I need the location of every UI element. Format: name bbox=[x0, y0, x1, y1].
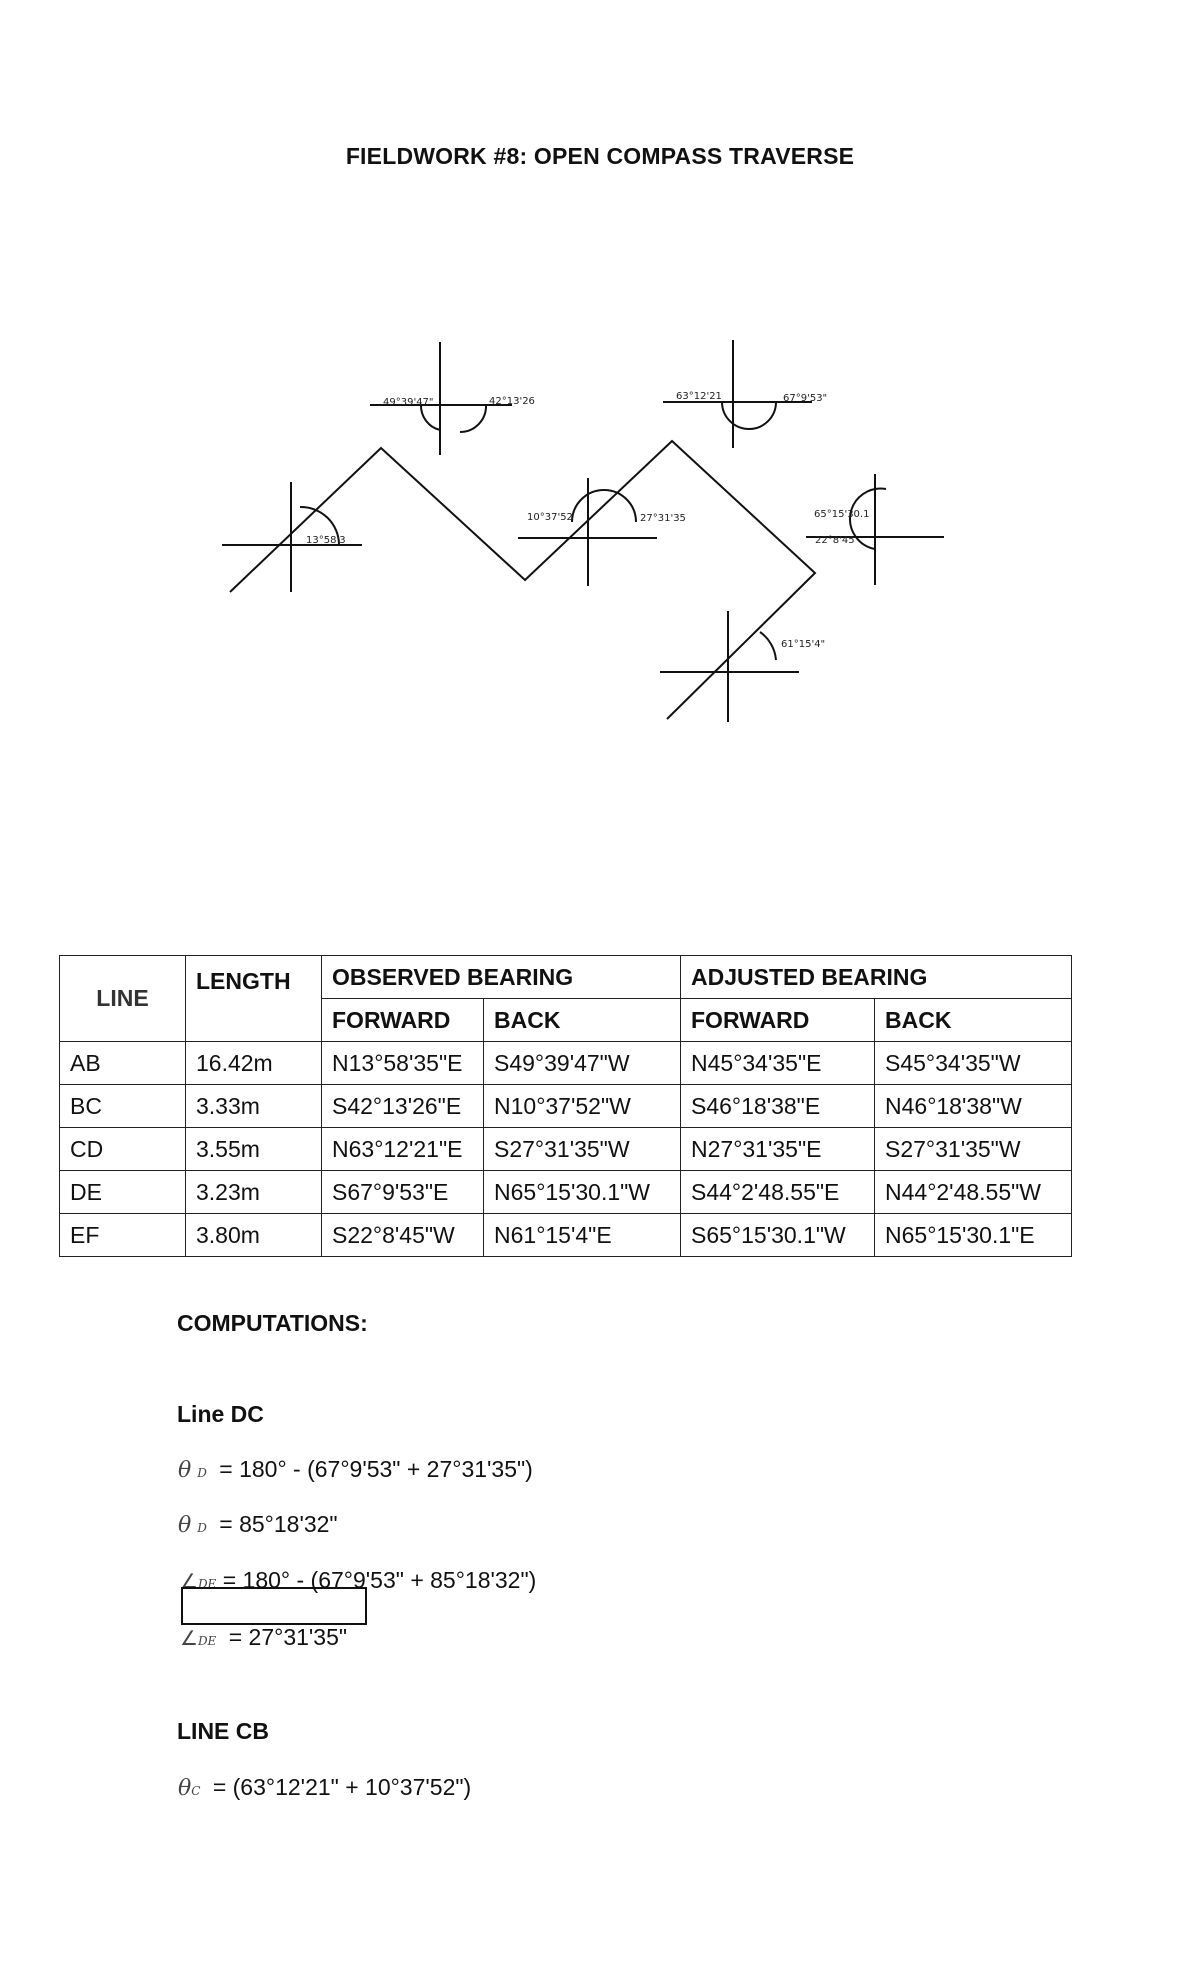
header-adjusted-bearing: ADJUSTED BEARING bbox=[681, 956, 1072, 999]
cell-observed-forward: N63°12'21"E bbox=[322, 1128, 484, 1171]
angle-symbol: ∠ bbox=[180, 1626, 198, 1650]
table-row bbox=[60, 1042, 1072, 1085]
table-row bbox=[60, 1128, 1072, 1171]
table-row bbox=[60, 1214, 1072, 1257]
page-title: FIELDWORK #8: OPEN COMPASS TRAVERSE bbox=[345, 143, 855, 169]
cell-observed-back: N61°15'4"E bbox=[484, 1214, 681, 1257]
station-c-label-right: 27°31'35 bbox=[640, 513, 686, 524]
dc-equation-4 bbox=[180, 1624, 347, 1651]
cell-length: 3.80m bbox=[186, 1214, 322, 1257]
table-row bbox=[60, 1171, 1072, 1214]
cell-line: BC bbox=[60, 1085, 186, 1128]
cell-line: CD bbox=[60, 1128, 186, 1171]
highlight-box bbox=[181, 1587, 367, 1625]
subscript-de: DE bbox=[197, 1577, 217, 1591]
traverse-diagram bbox=[0, 300, 1200, 740]
dc-equation-3-text: = 180° - (67°9'53" + 85°18'32") bbox=[222, 1567, 537, 1593]
cell-observed-back: N65°15'30.1"W bbox=[484, 1171, 681, 1214]
theta-symbol: θ bbox=[178, 1458, 192, 1483]
station-b-arc-right bbox=[460, 405, 486, 432]
cell-observed-forward: N13°58'35"E bbox=[322, 1042, 484, 1085]
cell-line: AB bbox=[60, 1042, 186, 1085]
cb-equation-1-text: = (63°12'21" + 10°37'52") bbox=[212, 1774, 472, 1800]
dc-equation-1-text: = 180° - (67°9'53" + 27°31'35") bbox=[219, 1456, 533, 1482]
table-header-row bbox=[60, 956, 1072, 999]
cell-adjusted-back: N44°2'48.55"W bbox=[875, 1171, 1072, 1214]
cb-equation-1 bbox=[178, 1774, 471, 1801]
cell-adjusted-back: N46°18'38"W bbox=[875, 1085, 1072, 1128]
cell-adjusted-back: N65°15'30.1"E bbox=[875, 1214, 1072, 1257]
cell-adjusted-back: S27°31'35"W bbox=[875, 1128, 1072, 1171]
dc-equation-1 bbox=[178, 1456, 533, 1483]
line-dc-heading: Line DC bbox=[177, 1401, 264, 1427]
cell-length: 3.23m bbox=[186, 1171, 322, 1214]
cell-adjusted-forward: N45°34'35"E bbox=[681, 1042, 875, 1085]
cell-observed-back: S49°39'47"W bbox=[484, 1042, 681, 1085]
subscript-c: C bbox=[191, 1784, 201, 1798]
station-e-label-bottom: 22°8'45 bbox=[815, 535, 855, 546]
cell-observed-forward: S22°8'45"W bbox=[322, 1214, 484, 1257]
cell-length: 16.42m bbox=[186, 1042, 322, 1085]
cell-adjusted-forward: S46°18'38"E bbox=[681, 1085, 875, 1128]
station-d-arc bbox=[722, 402, 776, 429]
station-b-arc-left bbox=[421, 405, 440, 430]
cell-adjusted-forward: N27°31'35"E bbox=[681, 1128, 875, 1171]
cell-line: EF bbox=[60, 1214, 186, 1257]
line-cb-heading: LINE CB bbox=[177, 1718, 269, 1744]
header-observed-back: BACK bbox=[484, 999, 681, 1042]
station-d-label-right: 67°9'53" bbox=[783, 393, 828, 404]
dc-equation-2 bbox=[178, 1511, 338, 1538]
header-line: LINE bbox=[60, 956, 186, 1042]
header-observed-forward: FORWARD bbox=[322, 999, 484, 1042]
header-adjusted-forward: FORWARD bbox=[681, 999, 875, 1042]
header-adjusted-back: BACK bbox=[875, 999, 1072, 1042]
angle-symbol: ∠ bbox=[180, 1569, 198, 1593]
theta-symbol: θ bbox=[178, 1776, 192, 1801]
computations-heading: COMPUTATIONS: bbox=[177, 1310, 368, 1336]
cell-observed-back: N10°37'52"W bbox=[484, 1085, 681, 1128]
header-observed-bearing: OBSERVED BEARING bbox=[322, 956, 681, 999]
cell-adjusted-back: S45°34'35"W bbox=[875, 1042, 1072, 1085]
subscript-de: DE bbox=[197, 1634, 217, 1648]
station-f-arc bbox=[760, 632, 776, 660]
station-f-label: 61°15'4" bbox=[781, 639, 826, 650]
subscript-d: D bbox=[197, 1466, 207, 1480]
cell-adjusted-forward: S65°15'30.1"W bbox=[681, 1214, 875, 1257]
station-b-label-left: 49°39'47" bbox=[383, 397, 434, 408]
cell-observed-forward: S67°9'53"E bbox=[322, 1171, 484, 1214]
cell-adjusted-forward: S44°2'48.55"E bbox=[681, 1171, 875, 1214]
header-length: LENGTH bbox=[186, 956, 322, 1042]
cell-length: 3.33m bbox=[186, 1085, 322, 1128]
cell-line: DE bbox=[60, 1171, 186, 1214]
dc-equation-2-text: = 85°18'32" bbox=[219, 1511, 338, 1537]
subscript-d: D bbox=[197, 1521, 207, 1535]
cell-observed-back: S27°31'35"W bbox=[484, 1128, 681, 1171]
theta-symbol: θ bbox=[178, 1513, 192, 1538]
dc-equation-4-text: = 27°31'35" bbox=[228, 1624, 348, 1650]
station-c-label-left: 10°37'52 bbox=[527, 512, 573, 523]
station-b-label-right: 42°13'26 bbox=[489, 396, 535, 407]
cell-observed-forward: S42°13'26"E bbox=[322, 1085, 484, 1128]
bearing-table bbox=[59, 955, 1072, 1257]
station-e-label-top: 65°15'30.1 bbox=[814, 509, 870, 520]
station-a-label: 13°58'3 bbox=[306, 535, 346, 546]
cell-length: 3.55m bbox=[186, 1128, 322, 1171]
station-d-label-left: 63°12'21 bbox=[676, 391, 722, 402]
table-row bbox=[60, 1085, 1072, 1128]
